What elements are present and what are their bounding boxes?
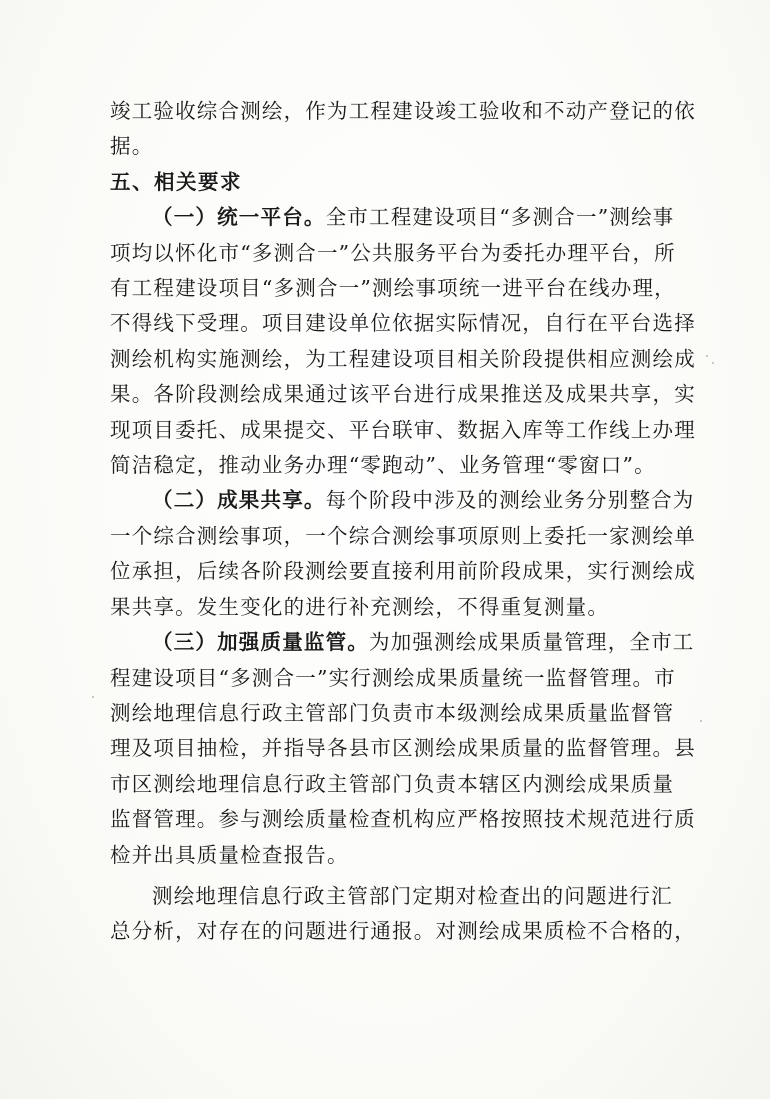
- paragraph-line: 现项目委托、成果提交、平台联审、数据入库等工作线上办理: [110, 417, 696, 442]
- paragraph-line: 不得线下受理。项目建设单位依据实际情况，自行在平台选择: [110, 311, 696, 336]
- paragraph-line: 市区测绘地理信息行政主管部门负责本辖区内测绘成果质量: [110, 771, 675, 796]
- paragraph-line: 竣工验收综合测绘，作为工程建设竣工验收和不动产登记的依: [110, 99, 696, 123]
- paragraph-text: 为加强测绘成果质量管理，全市工: [369, 630, 695, 655]
- paragraph-first-line: [110, 200, 675, 235]
- paragraph-line: 有工程建设项目“多测合一”测绘事项统一进平台在线办理，: [110, 276, 676, 301]
- paragraph-line: 检并出具质量检查报告。: [110, 842, 349, 867]
- scan-speck: [712, 362, 714, 364]
- paragraph-line: 总分析，对存在的问题进行通报。对测绘成果质检不合格的，: [110, 919, 696, 944]
- paragraph-line: 测绘地理信息行政主管部门负责市本级测绘成果质量监督管: [110, 700, 675, 725]
- paragraph-line: 位承担，后续各阶段测绘要直接利用前阶段成果，实行测绘成: [110, 559, 696, 584]
- paragraph-line: 果。各阶段测绘成果通过该平台进行成果推送及成果共享，实: [110, 382, 696, 407]
- subsection-lead: （三）加强质量监管。: [152, 630, 369, 655]
- paragraph-line: 程建设项目“多测合一”实行测绘成果质量统一监督管理。市: [110, 665, 676, 690]
- paragraph-text: 每个阶段中涉及的测绘业务分别整合为: [325, 488, 695, 513]
- paragraph-line: 果共享。发生变化的进行补充测绘，不得重复测量。: [110, 594, 610, 619]
- section-heading: 五、相关要求: [110, 169, 242, 194]
- scan-speck: [706, 355, 708, 357]
- paragraph-line: 测绘地理信息行政主管部门定期对检查出的问题进行汇: [152, 883, 673, 908]
- subsection-lead: （一）统一平台。: [152, 205, 326, 230]
- document-body: [110, 94, 696, 950]
- paragraph-first-line: [110, 483, 695, 518]
- paragraph-line: 测绘机构实施测绘，为工程建设项目相关阶段提供相应测绘成: [110, 346, 696, 371]
- scan-speck: [700, 720, 702, 722]
- paragraph-line: 简洁稳定，推动业务办理“零跑动”、业务管理“零窗口”。: [110, 453, 656, 478]
- paragraph-line: 一个综合测绘事项，一个综合测绘事项原则上委托一家测绘单: [110, 523, 696, 548]
- subsection-lead: （二）成果共享。: [152, 488, 326, 513]
- paragraph-text: 全市工程建设项目“多测合一”测绘事: [325, 205, 675, 230]
- paragraph-line: 项均以怀化市“多测合一”公共服务平台为委托办理平台，所: [110, 240, 676, 265]
- paragraph-first-line: [110, 625, 695, 660]
- paragraph-line: 理及项目抽检，并指导各县市区测绘成果质量的监督管理。县: [110, 736, 696, 761]
- paragraph-line: 据。: [110, 134, 154, 159]
- scan-speck: [92, 696, 94, 698]
- paragraph-line: 监督管理。参与测绘质量检查机构应严格按照技术规范进行质: [110, 807, 696, 832]
